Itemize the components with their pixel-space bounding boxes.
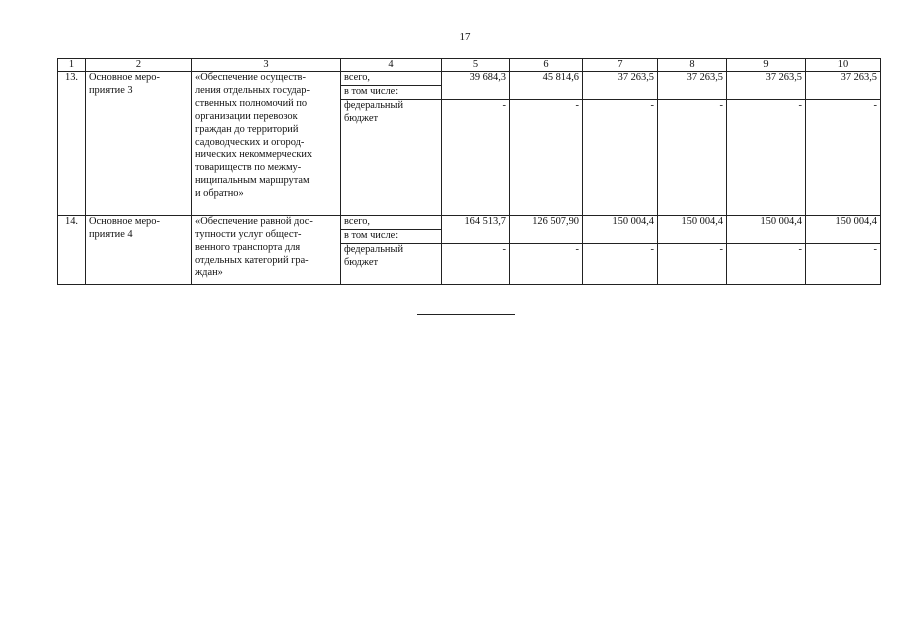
total-value: 39 684,3 [442, 72, 510, 100]
total-value: 150 004,4 [658, 215, 727, 243]
federal-value: - [727, 243, 806, 284]
row-number: 14. [58, 215, 86, 284]
total-value: 37 263,5 [727, 72, 806, 100]
source-federal-label: федеральный бюджет [341, 243, 442, 284]
header-cell: 4 [341, 59, 442, 72]
federal-value: - [806, 99, 881, 215]
total-value: 150 004,4 [806, 215, 881, 243]
header-cell: 6 [510, 59, 583, 72]
total-value: 164 513,7 [442, 215, 510, 243]
federal-value: - [806, 243, 881, 284]
measure-title: «Обеспечение равной дос- тупности услуг общест- венного транспорта для отдельных категорий гра- ждан» [192, 215, 341, 284]
budget-table [57, 58, 881, 285]
header-cell: 7 [583, 59, 658, 72]
federal-value: - [442, 99, 510, 215]
header-cell: 8 [658, 59, 727, 72]
federal-value: - [727, 99, 806, 215]
federal-value: - [658, 99, 727, 215]
federal-value: - [583, 243, 658, 284]
header-cell: 5 [442, 59, 510, 72]
header-cell: 1 [58, 59, 86, 72]
source-federal-label: федеральный бюджет [341, 99, 442, 215]
header-cell: 9 [727, 59, 806, 72]
row-number: 13. [58, 72, 86, 216]
federal-value: - [442, 243, 510, 284]
source-including-label: в том числе: [341, 229, 442, 243]
source-total-label: всего, [341, 215, 442, 229]
federal-value: - [510, 243, 583, 284]
total-value: 150 004,4 [583, 215, 658, 243]
header-cell: 2 [86, 59, 192, 72]
end-divider [417, 314, 515, 315]
header-cell: 3 [192, 59, 341, 72]
federal-value: - [658, 243, 727, 284]
measure-name: Основное меро- приятие 4 [86, 215, 192, 284]
total-value: 37 263,5 [806, 72, 881, 100]
header-cell: 10 [806, 59, 881, 72]
header-row [58, 59, 881, 72]
total-value: 126 507,90 [510, 215, 583, 243]
total-value: 150 004,4 [727, 215, 806, 243]
source-total-label: всего, [341, 72, 442, 86]
page-number: 17 [459, 31, 471, 43]
measure-title: «Обеспечение осуществ- ления отдельных государ- ственных полномочий по организации перевозок граждан до территорий садоводческих и огород- нических некоммерческих товариществ по межму- ниципальным маршрутам и обратно» [192, 72, 341, 216]
total-value: 37 263,5 [583, 72, 658, 100]
federal-value: - [583, 99, 658, 215]
measure-name: Основное меро- приятие 3 [86, 72, 192, 216]
source-including-label: в том числе: [341, 85, 442, 99]
total-value: 37 263,5 [658, 72, 727, 100]
table-row [58, 215, 881, 229]
total-value: 45 814,6 [510, 72, 583, 100]
table-row [58, 72, 881, 86]
federal-value: - [510, 99, 583, 215]
